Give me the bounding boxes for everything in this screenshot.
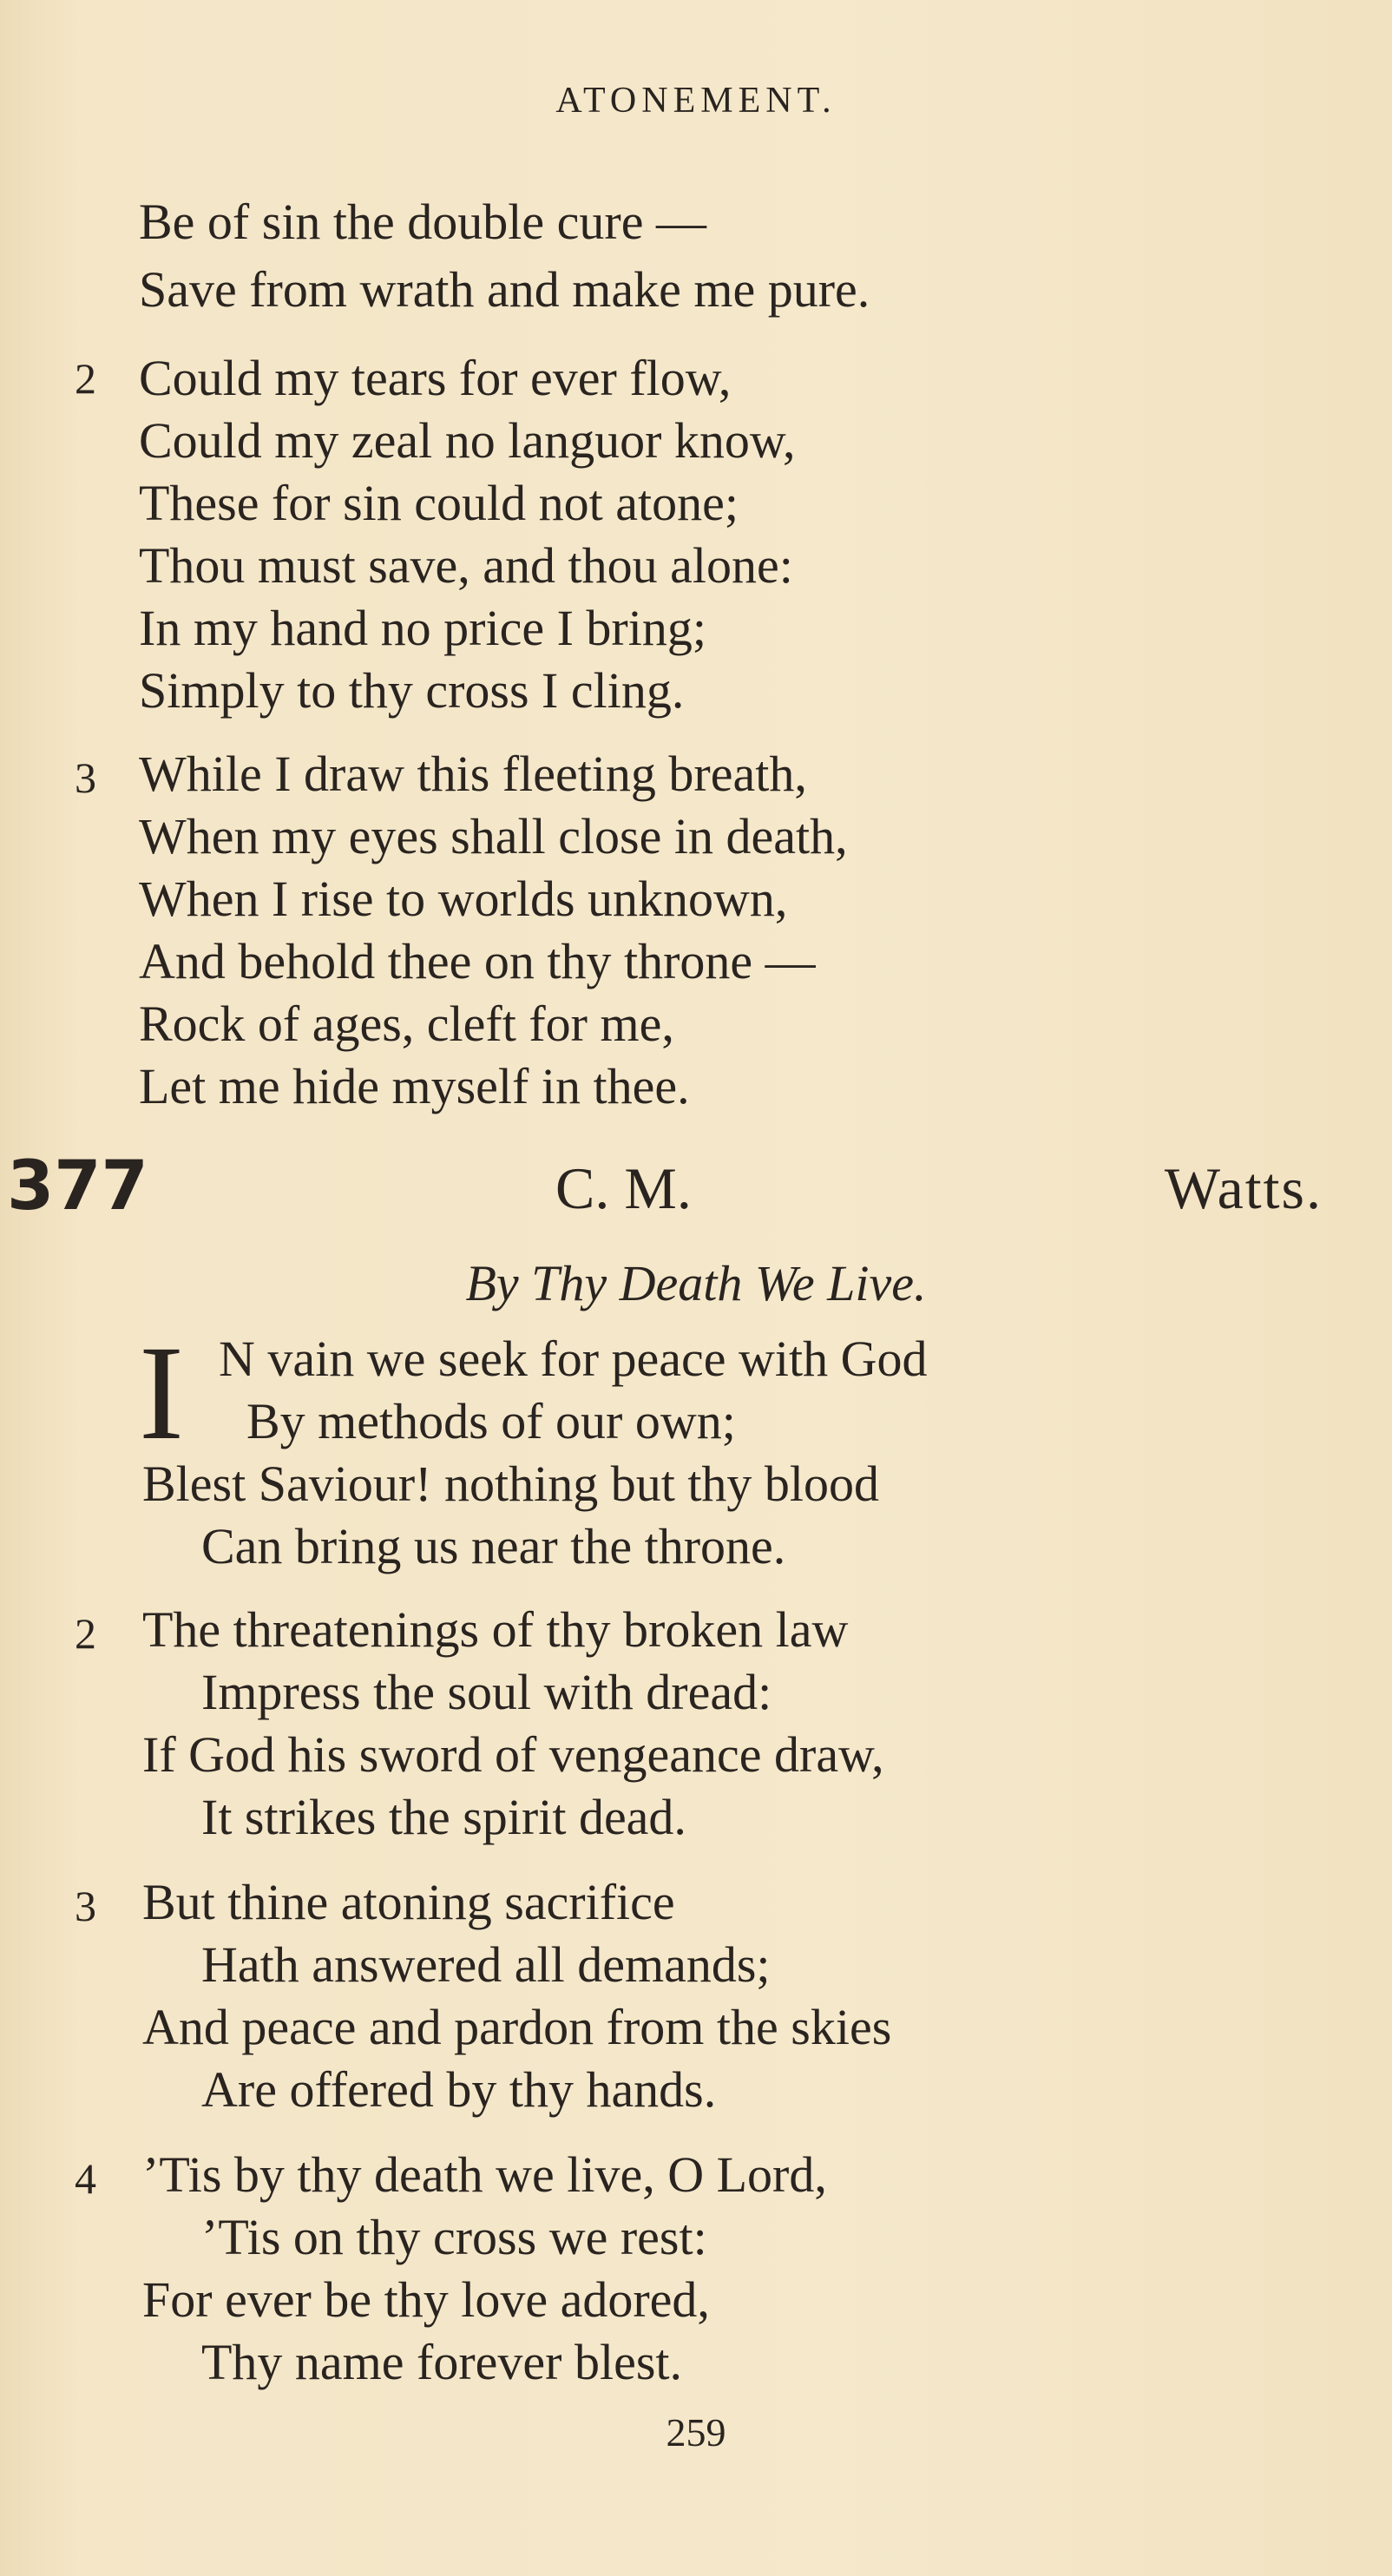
- hymn-number: 377: [7, 1147, 148, 1226]
- verse-line: ’Tis by thy death we live, O Lord,: [142, 2146, 827, 2203]
- verse-line: Impress the soul with dread:: [201, 1664, 772, 1720]
- verse-line: The threatenings of thy broken law: [142, 1601, 849, 1658]
- verse-number: 3: [75, 1882, 96, 1930]
- verse-line: Can bring us near the throne.: [201, 1518, 786, 1574]
- verse-line: Could my zeal no languor know,: [139, 412, 796, 469]
- verse-line: Could my tears for ever flow,: [139, 350, 732, 406]
- running-header: ATONEMENT.: [555, 81, 837, 121]
- verse-line: It strikes the spirit dead.: [201, 1789, 686, 1845]
- verse-line: And peace and pardon from the skies: [142, 1999, 892, 2055]
- hymn-subtitle: By Thy Death We Live.: [465, 1255, 927, 1311]
- verse-number: 4: [75, 2154, 96, 2203]
- verse-line: ’Tis on thy cross we rest:: [201, 2209, 707, 2265]
- verse-line: N vain we seek for peace with God: [219, 1331, 928, 1387]
- verse-number: 2: [75, 354, 96, 403]
- verse-line: While I draw this fleeting breath,: [139, 746, 807, 802]
- verse-line: When my eyes shall close in death,: [139, 808, 848, 864]
- verse-line: Simply to thy cross I cling.: [139, 662, 685, 719]
- verse-line: And behold thee on thy throne —: [139, 933, 816, 989]
- verse-number: 3: [75, 753, 96, 802]
- verse-line: Thy name forever blest.: [201, 2334, 683, 2390]
- verse-line: Are offered by thy hands.: [201, 2061, 717, 2118]
- verse-number: 2: [75, 1609, 96, 1658]
- verse-line: Let me hide myself in thee.: [139, 1058, 690, 1114]
- verse-line: In my hand no price I bring;: [139, 600, 706, 656]
- verse-line: For ever be thy love adored,: [142, 2271, 710, 2328]
- verse-line: If God his sword of vengeance draw,: [142, 1726, 884, 1783]
- verse-line: Save from wrath and make me pure.: [139, 261, 870, 318]
- verse-line: These for sin could not atone;: [139, 475, 739, 531]
- verse-line: Rock of ages, cleft for me,: [139, 996, 674, 1052]
- verse-line: When I rise to worlds unknown,: [139, 871, 788, 927]
- hymn-meter: C. M.: [555, 1155, 692, 1221]
- verse-line: Be of sin the double cure —: [139, 194, 706, 250]
- verse-line: By methods of our own;: [246, 1393, 736, 1449]
- page-number: 259: [666, 2410, 726, 2454]
- verse-line: Thou must save, and thou alone:: [139, 537, 793, 594]
- verse-line: Hath answered all demands;: [201, 1936, 771, 1993]
- drop-cap: I: [139, 1318, 184, 1468]
- hymn-author: Watts.: [1164, 1155, 1323, 1221]
- verse-line: But thine atoning sacrifice: [142, 1874, 675, 1930]
- verse-line: Blest Saviour! nothing but thy blood: [142, 1456, 880, 1512]
